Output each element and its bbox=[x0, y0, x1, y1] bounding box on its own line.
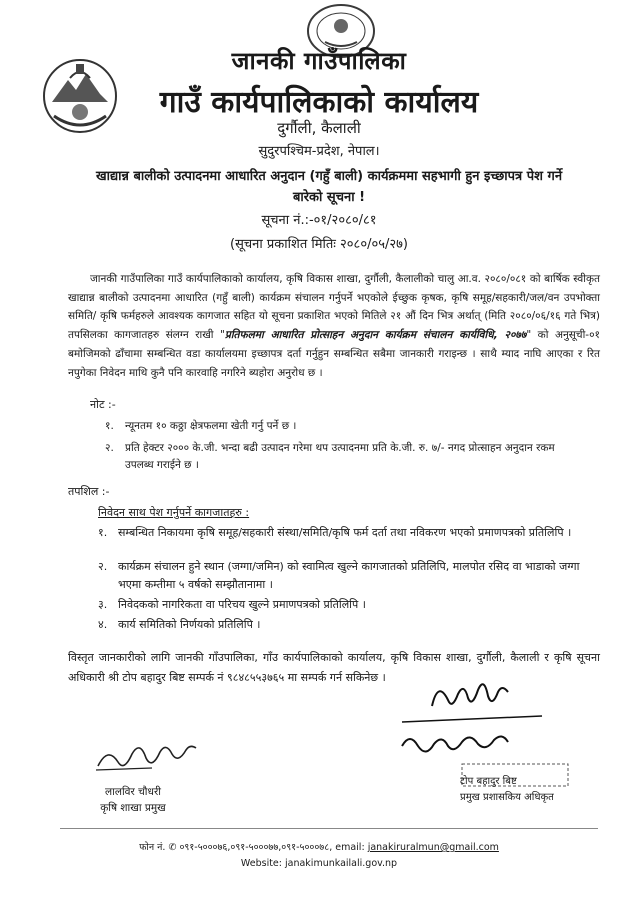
document-text: निवेदकको नागरिकता वा परिचय खुल्ने प्रमाणपत्रको प्रतिलिपि । bbox=[118, 598, 366, 611]
document-item bbox=[98, 596, 598, 614]
office-province: सुदुरपश्चिम-प्रदेश, नेपाल। bbox=[258, 144, 380, 159]
footer-website[interactable]: Website: janakimunkailali.gov.np bbox=[240, 858, 398, 869]
subject-line-2: बारेको सूचना ! bbox=[292, 190, 366, 205]
required-documents-heading: निवेदन साथ पेश गर्नुपर्ने कागजातहरु : bbox=[98, 506, 250, 519]
phone-numbers: ०९१-५०००७६,०९१-५०००७७,०९१-५०००७८, bbox=[179, 842, 333, 853]
right-signatory-title: प्रमुख प्रशासकिय अधिकृत bbox=[460, 792, 554, 803]
office-name: गाउँ कार्यपालिकाको कार्यालय bbox=[159, 85, 479, 120]
document-number: ३. bbox=[98, 598, 108, 611]
right-signatory bbox=[460, 742, 600, 806]
email-link[interactable]: janakiruralmun@gmail.com bbox=[367, 842, 499, 853]
note-label: नोट :- bbox=[90, 398, 116, 411]
right-signatory-name: टोप बहादुर बिष्ट bbox=[460, 776, 517, 787]
document-item bbox=[98, 524, 598, 542]
paragraph-text-a: जानकी गाउँपालिका गाउँ कार्यपालिकाको कार्यालय, कृषि विकास शाखा, दुर्गौली, कैलालीको चालु आ.व. २०८०/०८१ को बार्षिक स्वीकृत खाद्यान्न बालीको उत्पादनमा आधारित (गहुँ बाली) कार्यक्रम संचालन गर्नुपर्ने भएकोले ईच्छुक कृषक, कृषि समूह/सहकारी/जल/वन उपभोक्ता समिति/ कृषि फर्महरुले आवश्यक कागजात सहित यो सूचना प्रकाशित भएको मितिले २१ औं दिन भित्र अर्थात् (मिति २०८०/०६/१६ गते भित्र) तपसिलका कागजातहरु संलग्न राखी " bbox=[68, 273, 600, 342]
footer-divider bbox=[60, 828, 598, 829]
note-number: २. bbox=[105, 442, 114, 454]
document-text: कार्यक्रम संचालन हुने स्थान (जग्गा/जमिन) को स्वामित्व खुल्ने कागजातको प्रतिलिपि, मालपोत रसिद वा भाडाको जग्गा भएमा कम्तीमा ५ वर्षको सम्झौतानामा । bbox=[118, 560, 580, 591]
subject-line-1: खाद्यान्न बालीको उत्पादनमा आधारित अनुदान (गहुँ बाली) कार्यक्रममा सहभागी हुन इच्छापत्र पेश गर्ने bbox=[95, 169, 563, 184]
document-text: कार्य समितिको निर्णयको प्रतिलिपि । bbox=[118, 618, 261, 631]
note-item bbox=[105, 418, 578, 435]
document-item bbox=[98, 616, 598, 634]
body-paragraph-2: विस्तृत जानकारीको लागि जानकी गाँउपालिका, गाँउ कार्यपालिकाको कार्यालय, कृषि विकास शाखा, दुर्गौली, कैलाली र कृषि सूचना अधिकारी श्री टोप बहादुर बिष्ट सम्पर्क नं ९८४८५५३७६५ मा सम्पर्क गर्न सकिनेछ । bbox=[68, 651, 600, 684]
left-signatory-title: कृषि शाखा प्रमुख bbox=[100, 802, 166, 814]
left-signatory-name: लालविर चौधरी bbox=[104, 786, 161, 798]
municipality-name: जानकी गाउँपालिका bbox=[231, 47, 407, 75]
document-number: १. bbox=[98, 526, 108, 539]
document-text: सम्बन्धित निकायमा कृषि समूह/सहकारी संस्था/समिति/कृषि फर्म दर्ता तथा नविकरण भएको प्रमाणपत्रको प्रतिलिपि । bbox=[118, 526, 572, 539]
body-paragraph-1 bbox=[68, 270, 600, 382]
paragraph-text-b: " को अनुसूची-०१ बमोजिमको ढाँचामा सम्बन्धित वडा कार्यालयमा इच्छापत्र दर्ता गर्नुहुन सम्बन्धित सबैमा जानकारी गराइन्छ । साथै म्याद नाघि आएका र रित नपुगेका निवेदन माथि कुनै पनि कारवाहि नगरिने ब्यहोरा अनुरोध छ । bbox=[68, 329, 600, 379]
phone-icon: ✆ bbox=[168, 842, 177, 853]
notice-number: सूचना नं.:-०१/२०८०/८१ bbox=[261, 213, 377, 228]
office-location: दुर्गौली, कैलाली bbox=[277, 119, 361, 137]
left-signature-icon bbox=[92, 738, 202, 778]
document-number: ४. bbox=[98, 618, 108, 631]
email-label: email: bbox=[335, 842, 365, 853]
spacer bbox=[460, 742, 600, 774]
note-item bbox=[105, 440, 578, 474]
notice-subject bbox=[60, 166, 598, 208]
annex-label: तपशिल :- bbox=[68, 485, 110, 498]
procedure-title: प्रतिफलमा आधारित प्रोत्साहन अनुदान कार्यक्रम संचालन कार्यविधि, २०७७ bbox=[224, 329, 527, 342]
left-signatory bbox=[68, 784, 198, 816]
note-text: प्रति हेक्टर २००० के.जी. भन्दा बढी उत्पादन गरेमा थप उत्पादनमा प्रति के.जी. रु. ७/- नगद प्रोत्साहन अनुदान रकम उपलब्ध गराईने छ । bbox=[125, 442, 555, 471]
footer-contact bbox=[0, 840, 638, 853]
note-number: १. bbox=[105, 420, 114, 432]
document-number: २. bbox=[98, 560, 108, 573]
phone-label: फोन नं. bbox=[139, 842, 166, 853]
document-item bbox=[98, 558, 598, 594]
note-text: न्यूनतम १० कठ्ठा क्षेत्रफलमा खेती गर्नु पर्ने छ । bbox=[125, 420, 297, 432]
notice-published-date: (सूचना प्रकाशित मितिः २०८०/०५/२७) bbox=[230, 237, 408, 252]
